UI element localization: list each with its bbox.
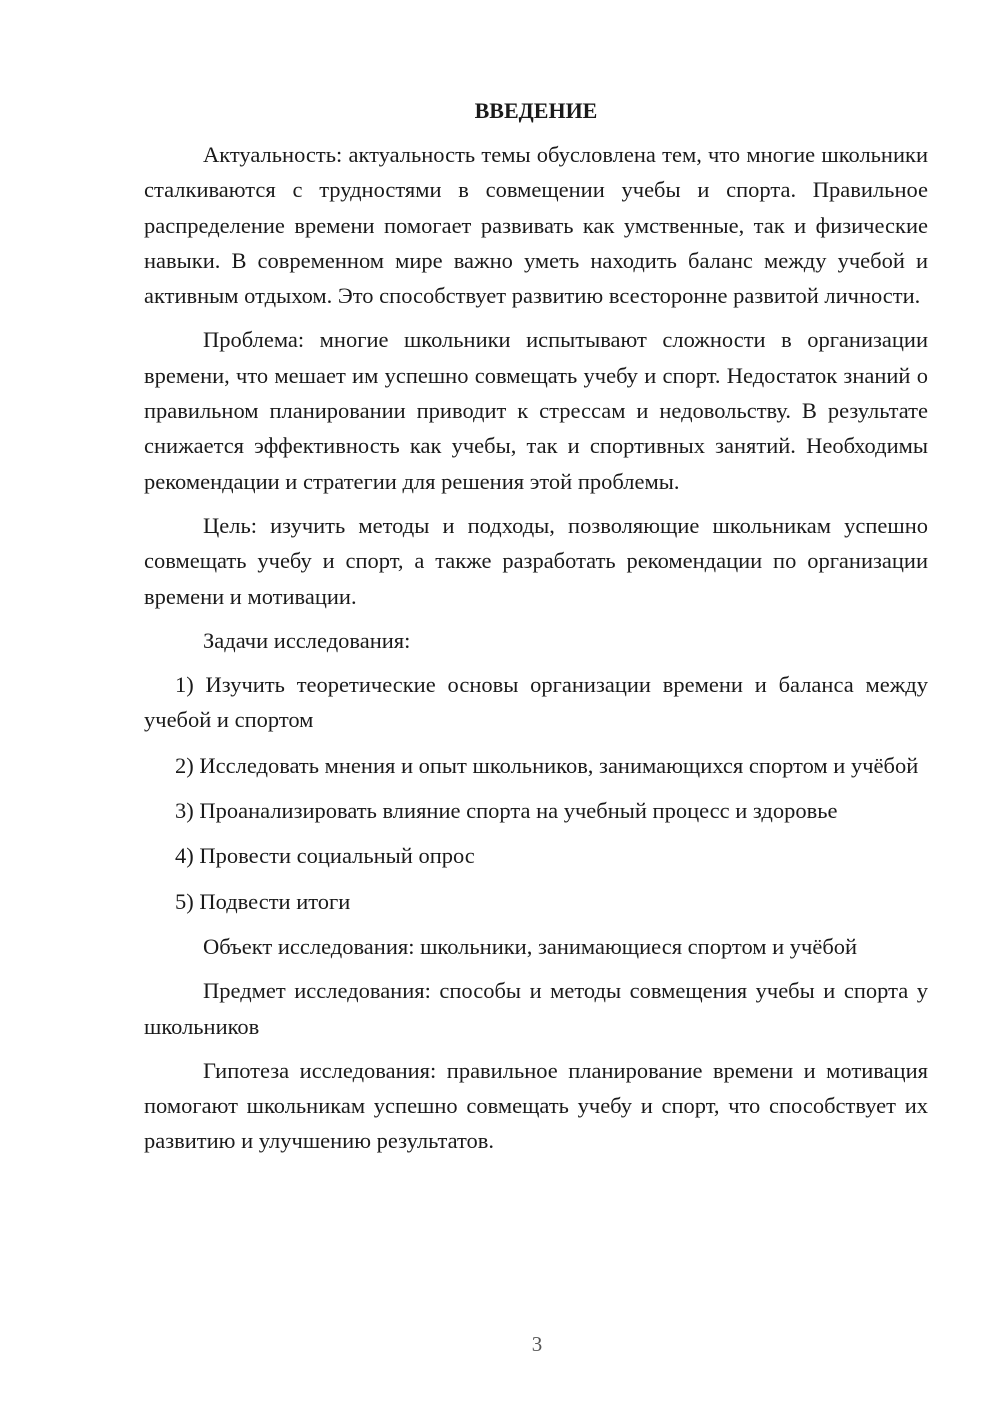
- paragraph-problem: Проблема: многие школьники испытывают сложности в организации времени, что мешает им успешно совмещать учебу и спорт. Недостаток знаний о правильном планировании приводит к стрессам и недовольству. В результате снижается эффективность как учебы, так и спортивных занятий. Необходимы рекомендации и стратегии для решения этой проблемы.: [144, 327, 928, 494]
- paragraph-subject: Предмет исследования: способы и методы совмещения учебы и спорта у школьников: [144, 978, 928, 1039]
- page-title: ВВЕДЕНИЕ: [474, 98, 598, 123]
- task-item: 3) Проанализировать влияние спорта на учебный процесс и здоровье: [175, 798, 838, 824]
- page-content: [144, 93, 928, 1168]
- task-item: 5) Подвести итоги: [175, 888, 351, 914]
- task-item: 2) Исследовать мнения и опыт школьников, занимающихся спортом и учёбой: [175, 752, 919, 778]
- paragraph-relevance: Актуальность: актуальность темы обусловлена тем, что многие школьники сталкиваются с трудностями в совмещении учебы и спорта. Правильное распределение времени помогает развивать как умственные, так и физические навыки. В современном мире важно уметь находить баланс между учебой и активным отдыхом. Это способствует развитию всесторонне развитой личности.: [144, 142, 928, 309]
- task-item: 4) Провести социальный опрос: [175, 843, 475, 869]
- paragraph-hypothesis: Гипотеза исследования: правильное планирование времени и мотивация помогают школьникам успешно совмещать учебу и спорт, что способствует их развитию и улучшению результатов.: [144, 1057, 928, 1154]
- task-item: 1) Изучить теоретические основы организации времени и баланса между учебой и спортом: [144, 672, 928, 733]
- paragraph-tasks-heading: Задачи исследования:: [203, 627, 411, 653]
- paragraph-goal: Цель: изучить методы и подходы, позволяющие школьникам успешно совмещать учебу и спорт, а также разработать рекомендации по организации времени и мотивации.: [144, 512, 928, 609]
- page-number: 3: [531, 1332, 543, 1356]
- paragraph-object: Объект исследования: школьники, занимающиеся спортом и учёбой: [203, 933, 858, 959]
